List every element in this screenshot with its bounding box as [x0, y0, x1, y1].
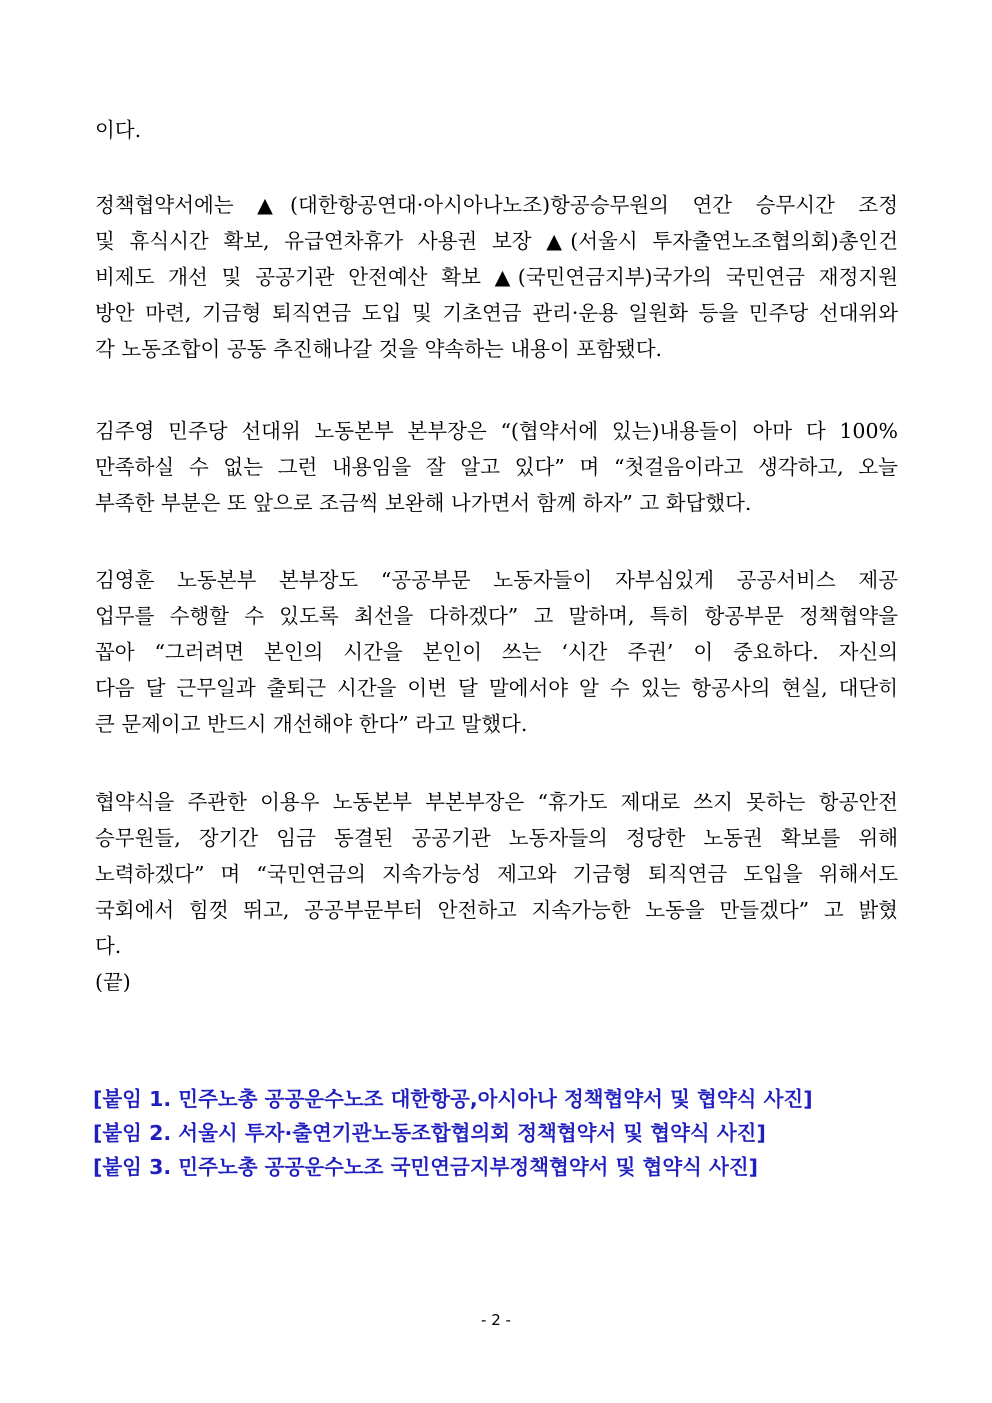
body-line: 부족한 부분은 또 앞으로 조금씩 보완해 나가면서 함께 하자” 고 화답했다.	[95, 491, 752, 515]
body-line: 만족하실 수 없는 그런 내용임을 잘 알고 있다” 며 “첫걸음이라고 생각하고, 오늘	[95, 455, 898, 479]
attachment-3: [붙임 3. 민주노총 공공운수노조 국민연금지부정책협약서 및 협약식 사진]	[93, 1155, 759, 1179]
end-mark: (끝)	[95, 970, 131, 994]
body-line: 비제도 개선 및 공공기관 안전예산 확보 ▲(국민연금지부)국가의 국민연금 재정지원	[95, 265, 898, 289]
attachment-2: [붙임 2. 서울시 투자·출연기관노동조합협의회 정책협약서 및 협약식 사진]	[93, 1121, 766, 1145]
body-line: 다음 달 근무일과 출퇴근 시간을 이번 달 말에서야 알 수 있는 항공사의 현실, 대단히	[95, 676, 898, 700]
body-line: 이다.	[95, 118, 142, 142]
body-line: 꼽아 “그러려면 본인의 시간을 본인이 쓰는 ‘시간 주권’ 이 중요하다. 자신의	[95, 640, 898, 664]
body-line: 업무를 수행할 수 있도록 최선을 다하겠다” 고 말하며, 특히 항공부문 정책협약을	[95, 604, 898, 628]
body-line: 큰 문제이고 반드시 개선해야 한다” 라고 말했다.	[95, 712, 528, 736]
attachment-1: [붙임 1. 민주노총 공공운수노조 대한항공,아시아나 정책협약서 및 협약식 사진]	[93, 1087, 813, 1111]
body-line: 국회에서 힘껏 뛰고, 공공부문부터 안전하고 지속가능한 노동을 만들겠다” 고 밝혔	[95, 898, 898, 922]
page-number: - 2 -	[481, 1311, 511, 1329]
body-line: 김영훈 노동본부 본부장도 “공공부문 노동자들이 자부심있게 공공서비스 제공	[95, 568, 898, 592]
body-line: 노력하겠다” 며 “국민연금의 지속가능성 제고와 기금형 퇴직연금 도입을 위해서도	[95, 862, 898, 886]
body-line: 다.	[95, 934, 122, 958]
body-line: 각 노동조합이 공동 추진해나갈 것을 약속하는 내용이 포함됐다.	[95, 337, 663, 361]
body-line: 및 휴식시간 확보, 유급연차휴가 사용권 보장 ▲(서울시 투자출연노조협의회)총인건	[95, 229, 898, 253]
body-line: 정책협약서에는 ▲(대한항공연대·아시아나노조)항공승무원의 연간 승무시간 조정	[95, 193, 898, 217]
body-line: 김주영 민주당 선대위 노동본부 본부장은 “(협약서에 있는)내용들이 아마 다 100%	[95, 419, 898, 443]
body-line: 방안 마련, 기금형 퇴직연금 도입 및 기초연금 관리·운용 일원화 등을 민주당 선대위와	[95, 301, 898, 325]
body-line: 승무원들, 장기간 임금 동결된 공공기관 노동자들의 정당한 노동권 확보를 위해	[95, 826, 898, 850]
body-line: 협약식을 주관한 이용우 노동본부 부본부장은 “휴가도 제대로 쓰지 못하는 항공안전	[95, 790, 898, 814]
